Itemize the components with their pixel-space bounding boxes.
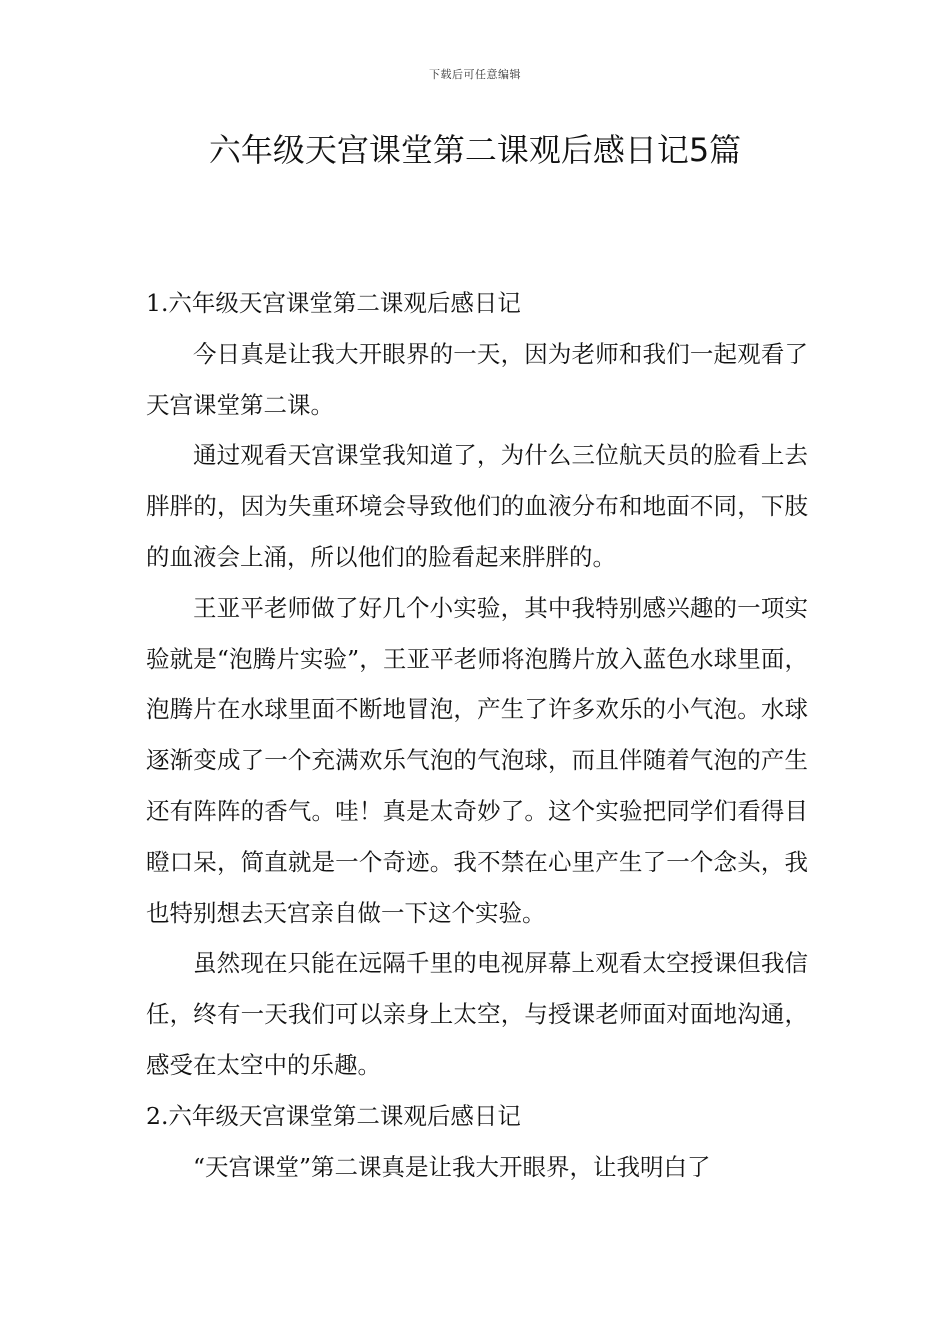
header-note: 下载后可任意编辑 [429,68,521,81]
section-heading-1: 1.六年级天宫课堂第二课观后感日记 [146,289,521,317]
document-title: 六年级天宫课堂第二课观后感日记5篇 [208,131,742,169]
paragraph: 虽然现在只能在远隔千里的电视屏幕上观看太空授课但我信任，终有一天我们可以亲身上太空，与授课老师面对面地沟通，感受在太空中的乐趣。 [146,949,808,1079]
document-body [146,278,808,1192]
paragraph: 今日真是让我大开眼界的一天，因为老师和我们一起观看了天宫课堂第二课。 [146,339,808,419]
paragraph: “天宫课堂”第二课真是让我大开眼界，让我明白了 [193,1152,711,1181]
paragraph: 通过观看天宫课堂我知道了，为什么三位航天员的脸看上去胖胖的，因为失重环境会导致他们的血液分布和地面不同，下肢的血液会上涌，所以他们的脸看起来胖胖的。 [146,441,808,571]
paragraph: 王亚平老师做了好几个小实验，其中我特别感兴趣的一项实验就是“泡腾片实验”，王亚平老师将泡腾片放入蓝色水球里面，泡腾片在水球里面不断地冒泡，产生了许多欢乐的小气泡。水球逐渐变成了一个充满欢乐气泡的气泡球，而且伴随着气泡的产生还有阵阵的香气。哇！真是太奇妙了。这个实验把同学们看得目瞪口呆，简直就是一个奇迹。我不禁在心里产生了一个念头，我也特别想去天宫亲自做一下这个实验。 [146,593,808,927]
section-heading-2: 2.六年级天宫课堂第二课观后感日记 [146,1101,521,1130]
